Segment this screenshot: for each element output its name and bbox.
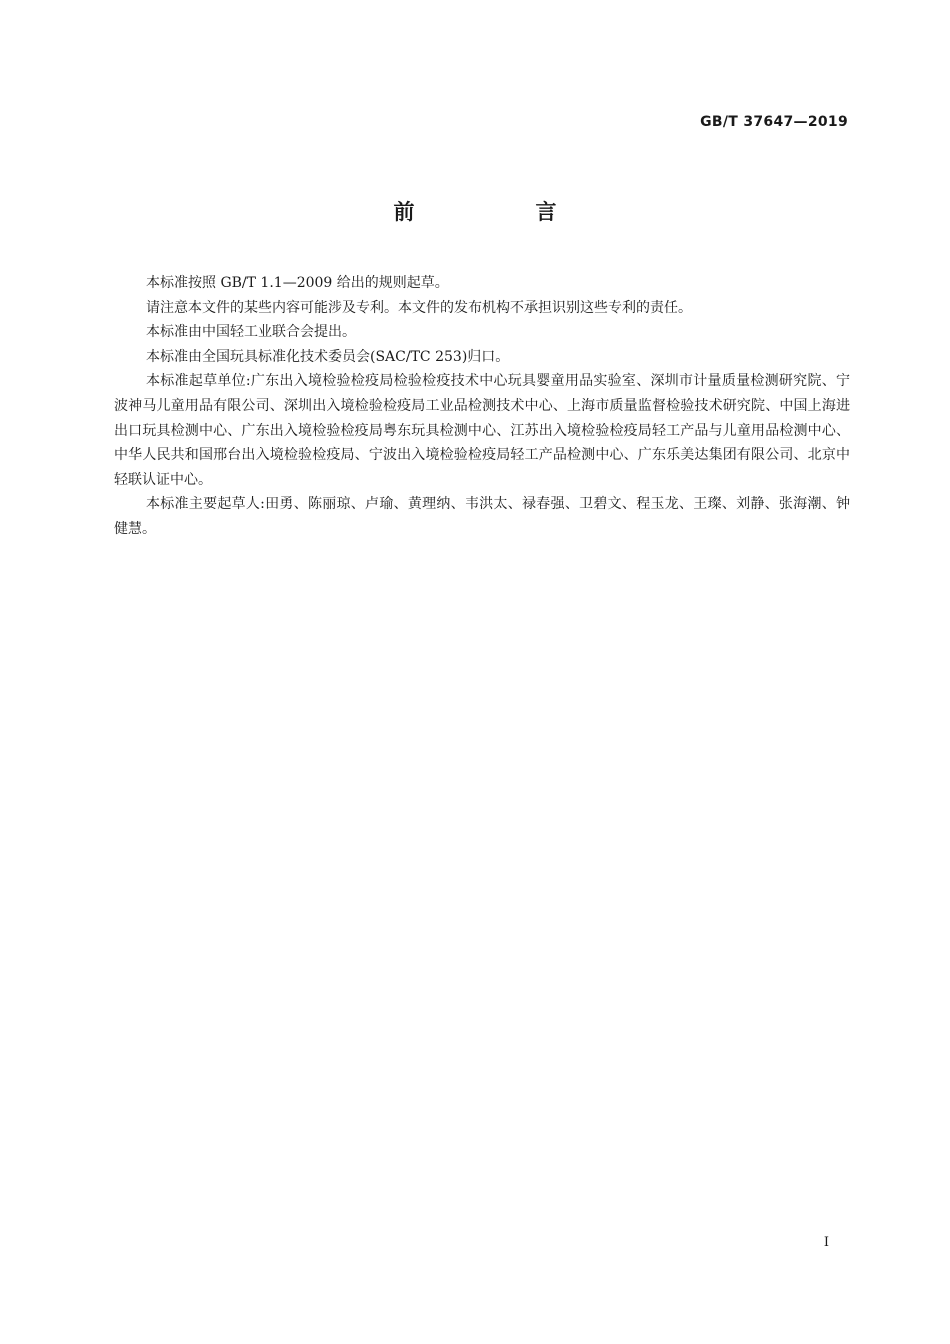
paragraph-patent-notice: 请注意本文件的某些内容可能涉及专利。本文件的发布机构不承担识别这些专利的责任。 <box>146 299 692 316</box>
paragraph-under-jurisdiction: 本标准由全国玩具标准化技术委员会(SAC/TC 253)归口。 <box>146 348 510 365</box>
paragraph-proposed-by: 本标准由中国轻工业联合会提出。 <box>146 324 356 341</box>
foreword-body <box>114 271 850 542</box>
standard-number: GB/T 37647—2019 <box>700 114 848 130</box>
paragraph-main-drafters: 本标准主要起草人:田勇、陈丽琼、卢瑜、黄理纳、韦洪太、禄春强、卫碧文、程玉龙、王璨、刘静、张海潮、钟健慧。 <box>114 496 850 537</box>
page-number: I <box>823 1235 829 1250</box>
paragraph-drafting-rules: 本标准按照 GB/T 1.1—2009 给出的规则起草。 <box>146 275 449 291</box>
paragraph-drafting-organizations: 本标准起草单位:广东出入境检验检疫局检验检疫技术中心玩具婴童用品实验室、深圳市计量质量检测研究院、宁波神马儿童用品有限公司、深圳出入境检验检疫局工业品检测技术中心、上海市质量监督检验技术研究院、中国上海进出口玩具检测中心、广东出入境检验检疫局粤东玩具检测中心、江苏出入境检验检疫局轻工产品与儿童用品检测中心、中华人民共和国邢台出入境检验检疫局、宁波出入境检验检疫局轻工产品检测中心、广东乐美达集团有限公司、北京中轻联认证中心。 <box>114 373 850 488</box>
page-title: 前 言 <box>393 200 607 224</box>
